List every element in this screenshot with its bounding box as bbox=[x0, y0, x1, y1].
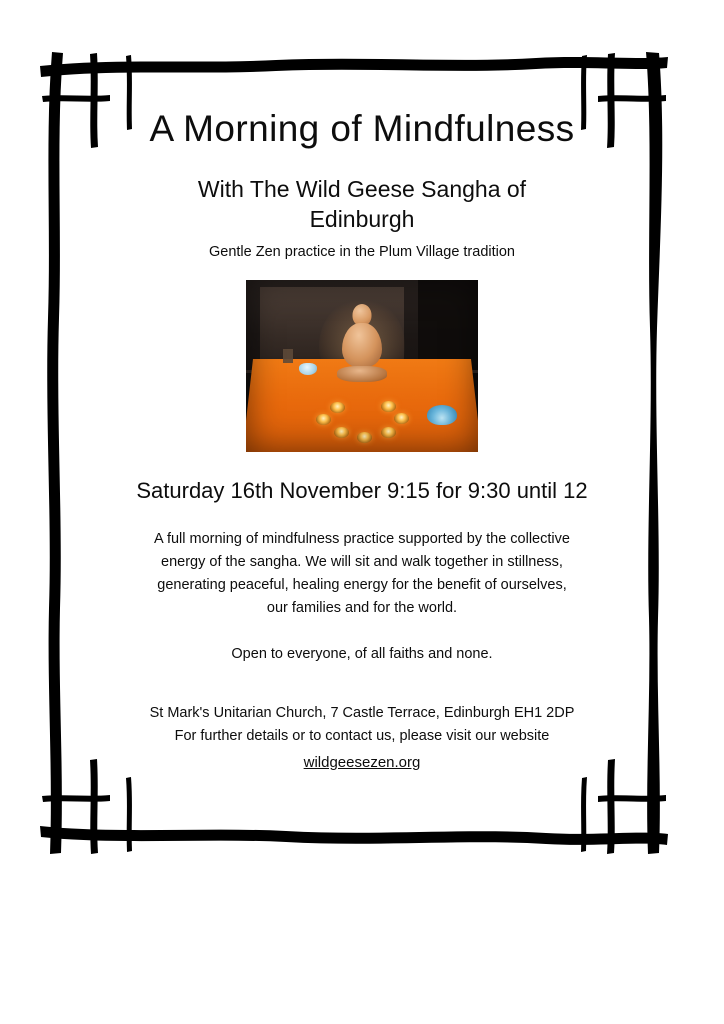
buddha-statue-image bbox=[246, 280, 478, 452]
subtitle: With The Wild Geese Sangha of Edinburgh bbox=[197, 176, 527, 232]
venue-address: St Mark's Unitarian Church, 7 Castle Terrace, Edinburgh EH1 2DP bbox=[149, 704, 575, 721]
tagline: Gentle Zen practice in the Plum Village tradition bbox=[208, 244, 515, 261]
event-description: A full morning of mindfulness practice supported by the collective energy of the sangha. We will sit and walk together in stillness, generating peaceful, healing energy for the benefit of ourselves, our families and for the world. bbox=[154, 531, 570, 617]
venue-block bbox=[72, 702, 652, 775]
open-to-everyone-line: Open to everyone, of all faiths and none. bbox=[231, 645, 493, 662]
event-datetime: Saturday 16th November 9:15 for 9:30 until 12 bbox=[136, 478, 588, 504]
poster-content bbox=[72, 108, 652, 775]
altar-photo bbox=[246, 280, 478, 452]
page-title: A Morning of Mindfulness bbox=[149, 108, 575, 149]
photo-vignette bbox=[246, 280, 478, 452]
website-link[interactable]: wildgeesezen.org bbox=[303, 753, 421, 771]
contact-line: For further details or to contact us, please visit our website bbox=[174, 728, 550, 745]
